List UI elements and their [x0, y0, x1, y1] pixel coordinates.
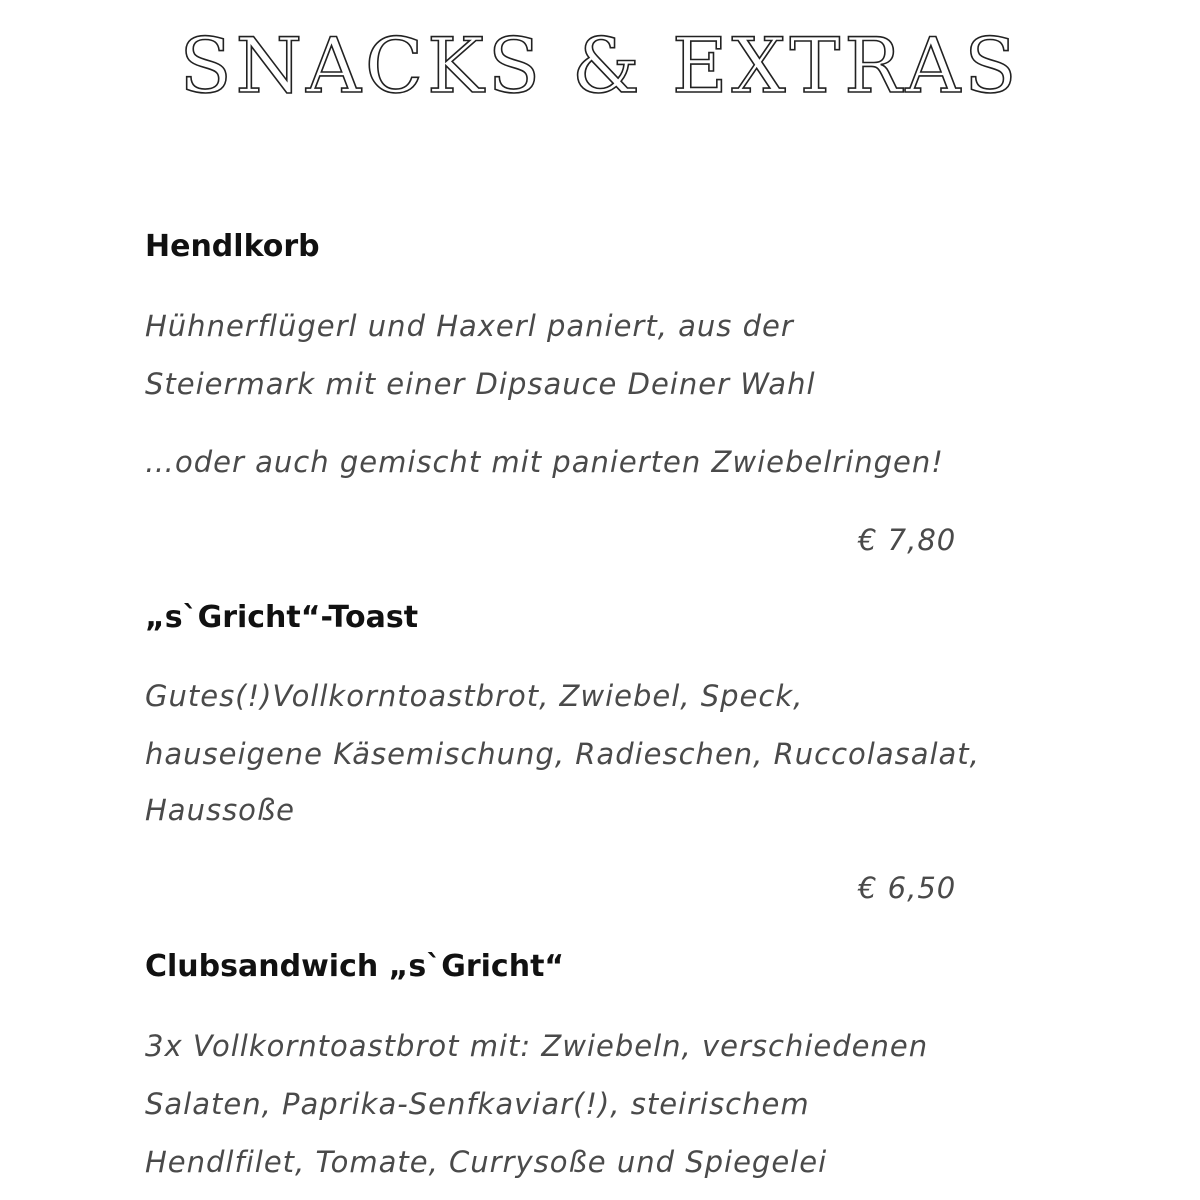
- item-name: „s`Gricht“-Toast: [145, 600, 419, 635]
- page-title: SNACKS & EXTRAS: [179, 21, 1021, 110]
- item-description-line: 3x Vollkorntoastbrot mit: Zwiebeln, verschiedenen: [145, 1029, 929, 1063]
- item-price: € 6,50: [858, 871, 957, 905]
- item-description-line: Steiermark mit einer Dipsauce Deiner Wahl: [145, 367, 816, 401]
- item-description-line: Gutes(!)Vollkorntoastbrot, Zwiebel, Speck,: [145, 679, 804, 713]
- item-description-line: Hendlfilet, Tomate, Currysoße und Spiegelei: [145, 1145, 828, 1179]
- item-description-line: …oder auch gemischt mit panierten Zwiebelringen!: [145, 445, 944, 479]
- item-description-line: Salaten, Paprika-Senfkaviar(!), steirischem: [145, 1087, 810, 1121]
- item-name: Hendlkorb: [145, 229, 320, 264]
- item-price: € 7,80: [858, 523, 957, 557]
- item-description-line: Haussoße: [145, 793, 296, 827]
- item-description-line: Hühnerflügerl und Haxerl paniert, aus der: [145, 309, 794, 343]
- item-description-line: hauseigene Käsemischung, Radieschen, Ruccolasalat,: [145, 737, 980, 771]
- item-name: Clubsandwich „s`Gricht“: [145, 949, 565, 984]
